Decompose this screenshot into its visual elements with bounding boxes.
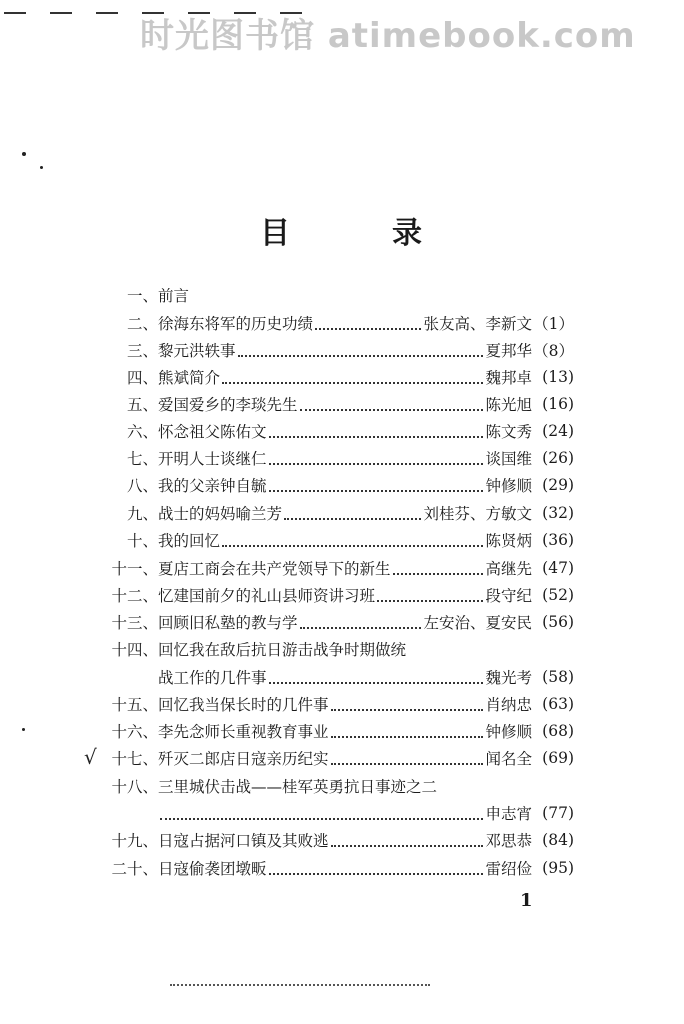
toc-entry-title: 战工作的几件事 xyxy=(158,669,267,687)
toc-entry xyxy=(104,718,574,744)
leader-dots xyxy=(393,553,484,575)
toc-entry-title: 前言 xyxy=(158,287,190,305)
toc-entry-title: 歼灭二郎店日寇亲历纪实 xyxy=(158,750,329,768)
page-title xyxy=(260,208,460,252)
toc-entry-author: 肖纳忠 xyxy=(485,696,532,714)
page-number: 1 xyxy=(520,890,533,911)
toc-entry-number: 九、 xyxy=(126,505,158,523)
toc-entry-number: 二十、 xyxy=(111,860,158,878)
toc-entry-author: 张友高、李新文 xyxy=(423,315,532,333)
toc-entry-page: (47) xyxy=(542,559,574,577)
toc-entry-number: 五、 xyxy=(126,396,158,414)
check-mark: √ xyxy=(84,745,97,769)
toc-entry-page: (13) xyxy=(542,368,574,386)
toc-entry xyxy=(104,337,574,363)
toc-entry-title: 夏店工商会在共产党领导下的新生 xyxy=(158,560,391,578)
toc-entry-page: (56) xyxy=(542,613,574,631)
leader-dots xyxy=(269,416,484,438)
toc-entry-author: 夏邦华 xyxy=(485,342,532,360)
leader-dots xyxy=(300,389,484,411)
site-watermark: 时光图书馆 atimebook.com xyxy=(140,16,636,56)
toc-entry-page: (84) xyxy=(542,831,574,849)
toc-entry-page: （8） xyxy=(533,342,574,360)
toc-entry-title: 回忆我当保长时的几件事 xyxy=(158,696,329,714)
toc-entry-page: (58) xyxy=(542,668,574,686)
toc-entry-page: (95) xyxy=(542,859,574,877)
toc-entry xyxy=(104,609,574,635)
toc-entry-title: 我的父亲钟自毓 xyxy=(158,477,267,495)
toc-entry-author: 段守纪 xyxy=(485,587,532,605)
toc-entry-title: 爱国爱乡的李琰先生 xyxy=(158,396,298,414)
toc-entry-title: 忆建国前夕的礼山县师资讲习班 xyxy=(158,587,376,605)
toc-entry-number: 十六、 xyxy=(111,723,158,741)
toc-entry xyxy=(104,418,574,444)
scan-noise xyxy=(170,982,430,986)
toc-entry-page: （1） xyxy=(533,315,574,333)
toc-entry-author: 魏光考 xyxy=(485,669,532,687)
toc-entry-page: (63) xyxy=(542,695,574,713)
toc-entry-number: 十九、 xyxy=(111,832,158,850)
toc-entry-number: 六、 xyxy=(126,423,158,441)
toc-entry xyxy=(104,500,574,526)
leader-dots xyxy=(331,689,484,711)
toc-entry xyxy=(104,364,574,390)
toc-entry xyxy=(104,472,574,498)
toc-entry xyxy=(158,800,574,826)
ink-speck xyxy=(22,152,26,156)
toc-entry-title: 黎元洪轶事 xyxy=(158,342,236,360)
toc-entry xyxy=(104,773,574,799)
toc-entry-number: 十五、 xyxy=(111,696,158,714)
toc-entry-number: 十、 xyxy=(126,532,158,550)
leader-dots xyxy=(331,743,484,765)
leader-dots xyxy=(315,308,421,330)
toc-entry xyxy=(104,282,574,308)
toc-entry-author: 邓思恭 xyxy=(485,832,532,850)
toc-entry-title: 开明人士谈继仁 xyxy=(158,450,267,468)
leader-dots xyxy=(269,443,484,465)
toc-entry-author: 左安治、夏安民 xyxy=(423,614,532,632)
toc-entry xyxy=(104,445,574,471)
leader-dots xyxy=(300,607,422,629)
toc-entry-number: 七、 xyxy=(126,450,158,468)
leader-dots xyxy=(377,580,483,602)
leader-dots xyxy=(160,798,483,820)
toc-entry-title: 回顾旧私塾的教与学 xyxy=(158,614,298,632)
toc-entry-page: (24) xyxy=(542,422,574,440)
toc-entry-author: 雷绍俭 xyxy=(485,860,532,878)
toc-entry-number: 十八、 xyxy=(111,778,158,796)
toc-entry xyxy=(158,664,574,690)
toc-entry-page: (29) xyxy=(542,476,574,494)
toc-entry-author: 钟修顺 xyxy=(485,723,532,741)
toc-entry-title: 三里城伏击战——桂军英勇抗日事迹之二 xyxy=(158,778,438,796)
toc-entry-number: 十二、 xyxy=(111,587,158,605)
toc-entry-number: 八、 xyxy=(126,477,158,495)
leader-dots xyxy=(269,470,484,492)
toc-entry-author: 刘桂芬、方敏文 xyxy=(423,505,532,523)
toc-entry xyxy=(104,527,574,553)
leader-dots xyxy=(269,853,484,875)
toc-entry xyxy=(104,745,574,771)
toc-entry-author: 陈光旭 xyxy=(485,396,532,414)
toc-entry xyxy=(104,636,574,662)
toc-entry-title: 回忆我在敌后抗日游击战争时期做统 xyxy=(158,641,407,659)
toc-entry xyxy=(104,582,574,608)
toc-entry-number: 三、 xyxy=(126,342,158,360)
toc-entry xyxy=(104,691,574,717)
toc-entry-author: 陈贤炳 xyxy=(485,532,532,550)
toc-entry-author: 陈文秀 xyxy=(485,423,532,441)
toc-entry xyxy=(104,310,574,336)
ink-speck xyxy=(40,166,43,169)
leader-dots xyxy=(222,525,483,547)
toc-entry-page: (32) xyxy=(542,504,574,522)
leader-dots xyxy=(331,825,484,847)
toc-entry-author: 高继先 xyxy=(485,560,532,578)
leader-dots xyxy=(284,498,421,520)
toc-entry-author: 钟修顺 xyxy=(485,477,532,495)
toc-entry-title: 徐海东将军的历史功绩 xyxy=(158,315,314,333)
title-char-left: 目 xyxy=(260,216,290,251)
toc-entry xyxy=(104,555,574,581)
leader-dots xyxy=(222,362,483,384)
toc-entry-title: 日寇偷袭团墩畈 xyxy=(158,860,267,878)
toc-entry-author: 闻名全 xyxy=(485,750,532,768)
toc-entry-title: 战士的妈妈喻兰芳 xyxy=(158,505,283,523)
toc-entry-title: 怀念祖父陈佑文 xyxy=(158,423,267,441)
toc-entry xyxy=(104,391,574,417)
toc-entry-number: 十一、 xyxy=(111,560,158,578)
toc-entry-title: 李先念师长重视教育事业 xyxy=(158,723,329,741)
toc-entry-title: 日寇占据河口镇及其败逃 xyxy=(158,832,329,850)
toc-entry xyxy=(104,827,574,853)
toc-entry-number: 四、 xyxy=(126,369,158,387)
toc-entry-number: 十四、 xyxy=(111,641,158,659)
toc-entry-title: 我的回忆 xyxy=(158,532,221,550)
leader-dots xyxy=(331,716,484,738)
leader-dots xyxy=(238,335,484,357)
leader-dots xyxy=(269,662,484,684)
toc-entry xyxy=(104,855,574,881)
toc-entry-title: 熊斌简介 xyxy=(158,369,221,387)
toc-entry-page: (26) xyxy=(542,449,574,467)
toc-entry-number: 一、 xyxy=(126,287,158,305)
toc-entry-number: 十三、 xyxy=(111,614,158,632)
toc-entry-author: 申志宵 xyxy=(485,805,532,823)
ink-speck xyxy=(22,728,25,731)
toc-entry-number: 二、 xyxy=(126,315,158,333)
toc-entry-page: (36) xyxy=(542,531,574,549)
toc-entry-page: (52) xyxy=(542,586,574,604)
toc-entry-page: (69) xyxy=(542,749,574,767)
title-char-right: 录 xyxy=(392,216,422,251)
toc-entry-author: 魏邦卓 xyxy=(485,369,532,387)
toc-entry-page: (68) xyxy=(542,722,574,740)
toc-entry-number: 十七、 xyxy=(111,750,158,768)
toc-entry-page: (77) xyxy=(542,804,574,822)
toc-entry-page: (16) xyxy=(542,395,574,413)
toc-entry-author: 谈国维 xyxy=(485,450,532,468)
